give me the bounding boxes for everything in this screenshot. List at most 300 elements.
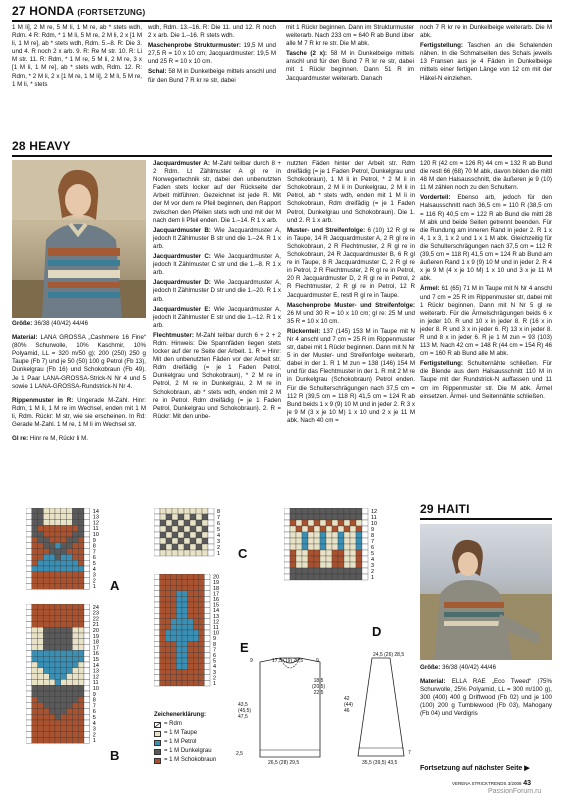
chart-cell [188, 647, 194, 653]
chart-cell [193, 580, 199, 586]
chart-cell [84, 691, 90, 697]
chart-cell [72, 514, 78, 520]
chart-cell [172, 532, 178, 538]
chart-cell [171, 669, 177, 675]
row-number: 4 [92, 566, 96, 573]
chart-cell [32, 720, 38, 726]
chart-cell [38, 610, 44, 616]
row-number: 11 [371, 515, 377, 521]
chart-cell [84, 520, 90, 526]
chart-cell [49, 726, 55, 732]
chart-cell [188, 613, 194, 619]
chart-cell [193, 619, 199, 625]
chart-cell [356, 538, 362, 544]
chart-cell [154, 652, 160, 658]
chart-cell [61, 645, 67, 651]
chart-cell [67, 566, 73, 572]
chart-cell [308, 568, 314, 574]
paragraph-title: Muster- und Streifenfolge: [287, 226, 366, 234]
chart-cell [344, 514, 350, 520]
chart-cell [26, 514, 32, 520]
chart-cell [199, 647, 205, 653]
paragraph-body: 6 (10) 12 R gl re in Taupe, 14 R Jacquardmuster A, 2 R gl re in Schokobraun, 2 R Flechtmuster, 2 R gl re in Schokobraun, 24 R Jacquardmuster B, 6 R gl re in Taupe, 8 R Jacquardmuster C, 2 R gl re in Petrol, 2 R Flechtmuster, 2 R gl re in Petrol, 20 R Jacquardmuster D, 2 R gl re in Petrol, 2 R Flechtmuster, 2 R gl re in Petrol, 12 R Jacquardmuster E, restl R gl re in Taupe. [287, 226, 415, 299]
paragraph-title: Maschenprobe Muster- und Streifenfolge: [287, 301, 415, 309]
chart-cell [356, 562, 362, 568]
chart-cell [182, 664, 188, 670]
chart-cell [26, 549, 32, 555]
chart-cell [154, 550, 160, 556]
knitting-chart-e [284, 508, 386, 582]
chart-cell [184, 514, 190, 520]
chart-cell [166, 538, 172, 544]
chart-cell [314, 544, 320, 550]
chart-cell [344, 574, 350, 580]
chart-cell [154, 658, 160, 664]
chart-label-a: A [110, 578, 120, 593]
chart-cell [49, 703, 55, 709]
chart-cell [43, 627, 49, 633]
legend-item [154, 729, 244, 738]
chart-cell [72, 627, 78, 633]
chart-cell [154, 636, 160, 642]
row-number: 19 [92, 633, 99, 640]
chart-cell [326, 562, 332, 568]
chart-cell [193, 658, 199, 664]
chart-cell [55, 554, 61, 560]
chart-cell [208, 544, 214, 550]
paragraph [153, 227, 281, 251]
chart-cell [344, 532, 350, 538]
paragraph-title: Rückenteil: [287, 327, 321, 335]
chart-cell [78, 737, 84, 743]
chart-cell [38, 703, 44, 709]
chart-cell [84, 621, 90, 627]
chart-cell [43, 621, 49, 627]
chart-cell [296, 568, 302, 574]
chart-cell [182, 647, 188, 653]
watermark: PassionForum.ru [488, 788, 542, 795]
chart-cell [43, 685, 49, 691]
chart-cell [26, 604, 32, 610]
chart-cell [302, 520, 308, 526]
chart-cell [32, 714, 38, 720]
chart-cell [43, 650, 49, 656]
chart-cell [176, 630, 182, 636]
chart-cell [72, 578, 78, 584]
chart-cell [49, 737, 55, 743]
chart-cell [196, 508, 202, 514]
paragraph-body: 26 M und 30 R = 10 x 10 cm; gl re: 25 M und 35 R = 10 x 10 cm. [287, 309, 415, 325]
chart-cell [43, 668, 49, 674]
chart-cell [49, 583, 55, 589]
section-title-honda: 27 HONDA (FORTSETZUNG) [12, 4, 146, 18]
chart-cell [199, 680, 205, 686]
chart-cell [67, 572, 73, 578]
chart-cell [326, 538, 332, 544]
chart-cell [362, 544, 368, 550]
chart-cell [320, 568, 326, 574]
chart-cell [26, 674, 32, 680]
chart-cell [171, 680, 177, 686]
chart-cell [26, 656, 32, 662]
chart-cell [55, 650, 61, 656]
chart-cell [356, 544, 362, 550]
row-number: 3 [92, 726, 96, 733]
chart-cell [32, 650, 38, 656]
chart-cell [320, 562, 326, 568]
chart-cell [182, 641, 188, 647]
chart-cell [160, 680, 166, 686]
chart-cell [154, 619, 160, 625]
paragraph-title: Jacquardmuster D: [153, 279, 211, 287]
legend-label: = 1 M Petrol [164, 739, 197, 745]
chart-cell [188, 619, 194, 625]
chart-cell [160, 630, 166, 636]
chart-cell [188, 602, 194, 608]
chart-cell [314, 532, 320, 538]
chart-cell [38, 691, 44, 697]
chart-cell [302, 562, 308, 568]
chart-cell [350, 544, 356, 550]
chart-cell [332, 520, 338, 526]
chart-cell [61, 697, 67, 703]
chart-cell [61, 732, 67, 738]
chart-cell [61, 566, 67, 572]
chart-cell [38, 662, 44, 668]
chart-cell [78, 726, 84, 732]
footer: VERENA STRICKTRENDS 3/2008 43 [452, 780, 531, 787]
chart-cell [165, 613, 171, 619]
chart-cell [55, 549, 61, 555]
heavy-col-2 [153, 160, 281, 502]
chart-cell [55, 726, 61, 732]
chart-cell [49, 520, 55, 526]
chart-cell [38, 508, 44, 514]
paragraph-body: Ebenso arb, jedoch für den Halsausschnitt nach 36,5 cm = 110 R (38,5 cm = 116 R) 40,5 cm = 122 R ab Bund die mittl 28 M abk und beide Seiten getrennt beenden. Für die Rundung am inneren Rand in jeder 2. R 1 x 4, 1 x 3, 1 x 2 und 1 x 1 M abk. Gleichzeitig für die Schulterschrägungen nach 37,5 cm = 112 R (39,5 cm = 118 R) 41,5 cm = 124 R ab Bund am äußeren Rand 1 x 9 (9) 10 M und in jeder 2. R 4 x je 9 M (4 x je 10 M) 1 x 10 und 3 x je 11 M abk. [420, 194, 552, 283]
chart-cell [84, 537, 90, 543]
chart-cell [26, 639, 32, 645]
chart-cell [193, 647, 199, 653]
chart-cell [67, 703, 73, 709]
chart-cell [55, 531, 61, 537]
chart-cell [290, 520, 296, 526]
chart-cell [362, 568, 368, 574]
chart-cell [338, 514, 344, 520]
chart-cell [49, 714, 55, 720]
row-number: 12 [92, 674, 99, 681]
chart-cell [178, 550, 184, 556]
chart-cell [61, 583, 67, 589]
chart-cell [296, 574, 302, 580]
chart-cell [326, 514, 332, 520]
chart-cell [154, 675, 160, 681]
chart-cell [67, 674, 73, 680]
chart-cell [171, 591, 177, 597]
chart-cell [284, 544, 290, 550]
chart-cell [43, 679, 49, 685]
chart-cell [61, 737, 67, 743]
chart-cell [26, 543, 32, 549]
row-number: 15 [213, 602, 220, 609]
chart-cell [171, 641, 177, 647]
chart-cell [171, 647, 177, 653]
row-number: 6 [92, 555, 96, 562]
chart-cell [208, 514, 214, 520]
chart-cell [38, 645, 44, 651]
chart-cell [176, 613, 182, 619]
chart-cell [49, 514, 55, 520]
chart-cell [43, 610, 49, 616]
chart-cell [196, 538, 202, 544]
chart-cell [362, 538, 368, 544]
chart-cell [308, 526, 314, 532]
chart-cell [78, 578, 84, 584]
chart-cell [49, 627, 55, 633]
chart-cell [166, 520, 172, 526]
chart-cell [171, 596, 177, 602]
legend-item [154, 720, 244, 729]
chart-cell [43, 578, 49, 584]
chart-cell [32, 583, 38, 589]
chart-cell [165, 608, 171, 614]
paragraph-title: Vorderteil: [420, 194, 451, 202]
chart-cell [72, 520, 78, 526]
chart-cell [332, 562, 338, 568]
chart-cell [72, 537, 78, 543]
chart-cell [171, 619, 177, 625]
chart-cell [193, 602, 199, 608]
chart-cell [296, 562, 302, 568]
chart-cell [196, 526, 202, 532]
chart-cell [356, 526, 362, 532]
chart-cell [338, 520, 344, 526]
chart-cell [160, 636, 166, 642]
chart-cell [338, 544, 344, 550]
chart-cell [338, 532, 344, 538]
chart-cell [188, 636, 194, 642]
paragraph [287, 160, 415, 225]
chart-cell [165, 624, 171, 630]
chart-cell [32, 732, 38, 738]
chart-cell [188, 580, 194, 586]
chart-cell [49, 674, 55, 680]
row-number: 4 [92, 720, 96, 727]
chart-cell [199, 630, 205, 636]
color-swatch-icon [154, 749, 161, 755]
paragraph [153, 160, 281, 225]
chart-cell [160, 544, 166, 550]
chart-cell [67, 578, 73, 584]
chart-cell [165, 619, 171, 625]
row-number: 3 [213, 669, 217, 676]
chart-cell [43, 508, 49, 514]
chart-cell [78, 572, 84, 578]
chart-cell [154, 526, 160, 532]
chart-cell [67, 697, 73, 703]
chart-cell [61, 650, 67, 656]
chart-cell [171, 602, 177, 608]
chart-cell [182, 591, 188, 597]
row-number: 10 [92, 532, 99, 538]
chart-cell [362, 574, 368, 580]
chart-cell [344, 544, 350, 550]
chart-cell [38, 668, 44, 674]
chart-cell [302, 544, 308, 550]
chart-cell [176, 636, 182, 642]
chart-cell [204, 596, 210, 602]
chart-cell [78, 639, 84, 645]
chart-cell [202, 508, 208, 514]
chart-cell [61, 621, 67, 627]
chart-cell [172, 508, 178, 514]
chart-cell [26, 697, 32, 703]
chart-cell [284, 568, 290, 574]
chart-cell [32, 662, 38, 668]
chart-cell [165, 641, 171, 647]
chart-cell [72, 566, 78, 572]
chart-cell [38, 650, 44, 656]
chart-cell [32, 520, 38, 526]
paragraph-body: Wie Jacquardmuster A, jedoch lt Zählmuster E str und die 1.–12. R 1 x arb. [153, 305, 281, 329]
chart-cell [84, 554, 90, 560]
chart-cell [61, 560, 67, 566]
chart-cell [49, 604, 55, 610]
chart-cell [314, 568, 320, 574]
chart-cell [38, 714, 44, 720]
row-number: 11 [92, 680, 99, 687]
chart-cell [38, 525, 44, 531]
chart-cell [38, 621, 44, 627]
chart-cell [154, 538, 160, 544]
chart-cell [78, 621, 84, 627]
chart-cell [182, 580, 188, 586]
chart-cell [176, 580, 182, 586]
row-number: 9 [92, 537, 96, 544]
chart-cell [61, 691, 67, 697]
chart-cell [350, 550, 356, 556]
chart-cell [208, 520, 214, 526]
chart-cell [172, 526, 178, 532]
row-number: 2 [92, 578, 96, 585]
chart-cell [38, 549, 44, 555]
chart-cell [290, 514, 296, 520]
chart-cell [55, 572, 61, 578]
chart-cell [43, 708, 49, 714]
chart-cell [356, 568, 362, 574]
chart-cell [67, 662, 73, 668]
paragraph [153, 332, 281, 421]
chart-cell [160, 585, 166, 591]
chart-cell [38, 543, 44, 549]
chart-cell [308, 550, 314, 556]
row-number: 11 [92, 526, 99, 533]
chart-cell [67, 531, 73, 537]
chart-cell [172, 544, 178, 550]
chart-cell [61, 616, 67, 622]
chart-cell [154, 680, 160, 686]
chart-cell [208, 508, 214, 514]
row-number: 13 [213, 613, 220, 620]
chart-cell [78, 560, 84, 566]
chart-cell [199, 669, 205, 675]
chart-cell [302, 556, 308, 562]
chart-cell [356, 514, 362, 520]
chart-cell [165, 664, 171, 670]
chart-cell [67, 604, 73, 610]
row-number: 5 [213, 658, 217, 665]
chart-cell [344, 556, 350, 562]
chart-cell [176, 619, 182, 625]
row-number: 20 [92, 628, 99, 634]
chart-cell [26, 703, 32, 709]
chart-cell [182, 602, 188, 608]
row-number: 7 [371, 539, 375, 545]
chart-cell [84, 639, 90, 645]
model-photo-haiti [420, 524, 552, 660]
row-number: 18 [213, 585, 220, 592]
chart-cell [176, 624, 182, 630]
chart-cell [72, 531, 78, 537]
chart-cell [55, 645, 61, 651]
chart-cell [78, 566, 84, 572]
chart-cell [84, 645, 90, 651]
dim-label: 42 (44) 46 [344, 696, 353, 714]
chart-cell [49, 560, 55, 566]
chart-cell [84, 633, 90, 639]
row-number: 1 [371, 575, 375, 581]
chart-cell [43, 720, 49, 726]
chart-cell [154, 602, 160, 608]
chart-cell [38, 554, 44, 560]
legend-label: = 1 M Taupe [164, 730, 198, 736]
chart-cell [72, 650, 78, 656]
chart-cell [78, 554, 84, 560]
chart-cell [314, 538, 320, 544]
chart-cell [32, 616, 38, 622]
paragraph-body: 120 R (42 cm = 126 R) 44 cm = 132 R ab Bund die restl 66 (68) 70 M abk, davon bilden die mittl 48 M den Halsausschnitt, die äußeren je 9 (10) 11 M zählen noch zu den Schultern. [420, 160, 552, 192]
row-number: 3 [371, 563, 375, 569]
chart-grid [154, 508, 232, 558]
chart-cell [61, 726, 67, 732]
chart-cell [154, 669, 160, 675]
chart-cell [160, 532, 166, 538]
chart-cell [78, 714, 84, 720]
chart-cell [55, 679, 61, 685]
chart-cell [84, 610, 90, 616]
haiti-col: Größe: 36/38 (40/42) 44/46 Material: ELLA RAE „Eco Tweed“ (75% Schurwolle, 25% Polyamid, LL = 300 m/100 g), 300 (400) 400 g Driftwood (Fb 02) und je 100 (100) 200 g Tumblewood (Fb 03), Mahogany (Fb 04) und Verdigris [420, 664, 552, 718]
chart-cell [38, 697, 44, 703]
chart-cell [190, 544, 196, 550]
legend-item [154, 747, 244, 756]
chart-cell [38, 656, 44, 662]
chart-cell [72, 583, 78, 589]
chart-cell [49, 639, 55, 645]
chart-cell [55, 514, 61, 520]
chart-cell [26, 554, 32, 560]
color-swatch-icon [154, 740, 161, 746]
chart-cell [55, 633, 61, 639]
chart-cell [182, 652, 188, 658]
chart-cell [154, 544, 160, 550]
chart-cell [171, 613, 177, 619]
chart-cell [84, 583, 90, 589]
chart-cell [204, 608, 210, 614]
chart-cell [202, 520, 208, 526]
chart-cell [38, 520, 44, 526]
chart-cell [199, 658, 205, 664]
chart-cell [72, 508, 78, 514]
chart-cell [78, 633, 84, 639]
